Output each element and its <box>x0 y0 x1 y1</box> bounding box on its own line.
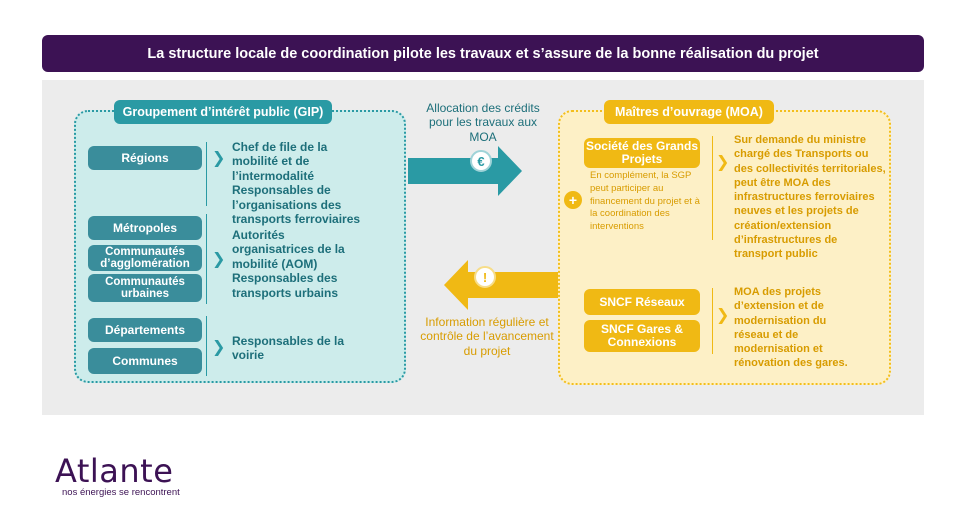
moa-title <box>604 100 774 124</box>
chevron-right-icon: ❯ <box>716 154 730 171</box>
pill-societe-grands-projets <box>584 138 700 168</box>
aom-description: Autorités organisatrices de la mobilité (AOM) Responsables des transports urbains <box>232 228 345 300</box>
chevron-right-icon: ❯ <box>212 251 226 268</box>
pill-sncf-gares-connexions <box>584 320 700 352</box>
page-title: La structure locale de coordination pilote les travaux et s’assure de la bonne réalisation du projet <box>147 45 819 62</box>
pill-communes-label: Communes <box>112 353 178 368</box>
regions-description: Chef de file de la mobilité et de l’intermodalité Responsables de l’organisations des transports ferroviaires <box>232 140 361 226</box>
sgp-description: Sur demande du ministre chargé des Transports ou des collectivités territoriales, peut être MOA des infrastructures ferroviaires neuves et les projets de création/extension d’infrastructures de transport public <box>734 134 886 261</box>
chevron-right-icon: ❯ <box>716 307 730 324</box>
chevron-right-icon: ❯ <box>212 150 226 167</box>
bracket <box>712 136 722 240</box>
moa-title-label: Maîtres d’ouvrage (MOA) <box>615 105 763 119</box>
pill-sncf-reseaux <box>584 289 700 315</box>
pill-communautes-urbaines <box>88 274 202 302</box>
gip-title-label: Groupement d’intérêt public (GIP) <box>122 105 324 119</box>
sncf-description: MOA des projets d’extension et de modernisation du réseau et de modernisation et rénovation des gares. <box>734 286 848 370</box>
gip-title <box>114 100 332 124</box>
pill-societe-grands-projets-label: Société des Grands Projets <box>585 139 699 166</box>
pill-communautes-agglomeration <box>88 245 202 271</box>
plus-icon: + <box>564 191 582 209</box>
title-bar <box>42 35 924 72</box>
allocation-caption: Allocation des crédits pour les travaux aux MOA <box>426 101 540 144</box>
info-icon: ! <box>474 266 496 288</box>
information-caption: Information régulière et contrôle de l’avancement du projet <box>420 315 554 358</box>
pill-sncf-reseaux-label: SNCF Réseaux <box>599 294 685 309</box>
atlante-tagline: nos énergies se rencontrent <box>62 487 180 498</box>
euro-icon: € <box>470 150 492 172</box>
pill-departements <box>88 318 202 342</box>
arrow-right <box>408 144 524 198</box>
arrow-left <box>442 258 558 312</box>
pill-sncf-gares-connexions-label: SNCF Gares & Connexions <box>600 322 684 349</box>
voirie-description: Responsables de la voirie <box>232 334 345 363</box>
atlante-logo: Atlante <box>55 452 174 490</box>
pill-communes <box>88 348 202 374</box>
pill-metropoles <box>88 216 202 240</box>
pill-regions <box>88 146 202 170</box>
chevron-right-icon: ❯ <box>212 339 226 356</box>
pill-metropoles-label: Métropoles <box>112 220 177 235</box>
pill-communautes-urbaines-label: Communautés urbaines <box>105 275 185 300</box>
pill-communautes-agglomeration-label: Communautés d’agglomération <box>100 245 190 270</box>
sgp-note: En complément, la SGP peut participer au financement du projet et à la coordination des interventions <box>590 170 700 233</box>
pill-regions-label: Régions <box>121 150 169 165</box>
pill-departements-label: Départements <box>104 322 186 337</box>
